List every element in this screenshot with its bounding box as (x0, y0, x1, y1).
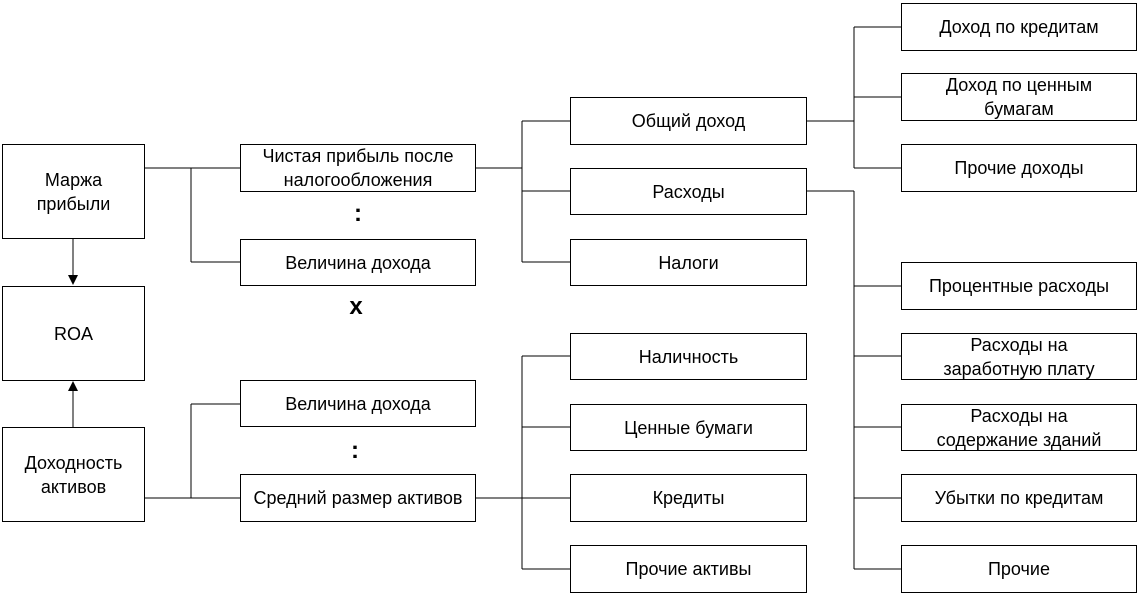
node-loans: Кредиты (570, 474, 807, 522)
node-other-assets: Прочие активы (570, 545, 807, 593)
node-salary-expense: Расходы на заработную плату (901, 333, 1137, 380)
node-taxes: Налоги (570, 239, 807, 286)
node-cash: Наличность (570, 333, 807, 380)
node-other-expense: Прочие (901, 545, 1137, 593)
node-revenue-bottom: Величина дохода (240, 380, 476, 427)
divide-operator-bottom: : (351, 437, 359, 464)
node-loan-losses: Убытки по кредитам (901, 474, 1137, 522)
node-securities: Ценные бумаги (570, 404, 807, 451)
node-asset-yield: Доходность активов (2, 427, 145, 522)
node-loan-income: Доход по кредитам (901, 3, 1137, 51)
node-roa: ROA (2, 286, 145, 381)
node-building-expense: Расходы на содержание зданий (901, 404, 1137, 451)
node-total-income: Общий доход (570, 97, 807, 145)
node-securities-income: Доход по ценным бумагам (901, 73, 1137, 121)
node-other-income: Прочие доходы (901, 144, 1137, 192)
node-net-profit: Чистая прибыль после налогообложения (240, 144, 476, 192)
multiply-operator: x (349, 293, 363, 320)
node-revenue-top: Величина дохода (240, 239, 476, 286)
node-interest-expense: Процентные расходы (901, 262, 1137, 310)
divide-operator-top: : (354, 200, 362, 227)
node-average-assets: Средний размер активов (240, 474, 476, 522)
node-profit-margin: Маржа прибыли (2, 144, 145, 239)
node-expenses: Расходы (570, 168, 807, 215)
